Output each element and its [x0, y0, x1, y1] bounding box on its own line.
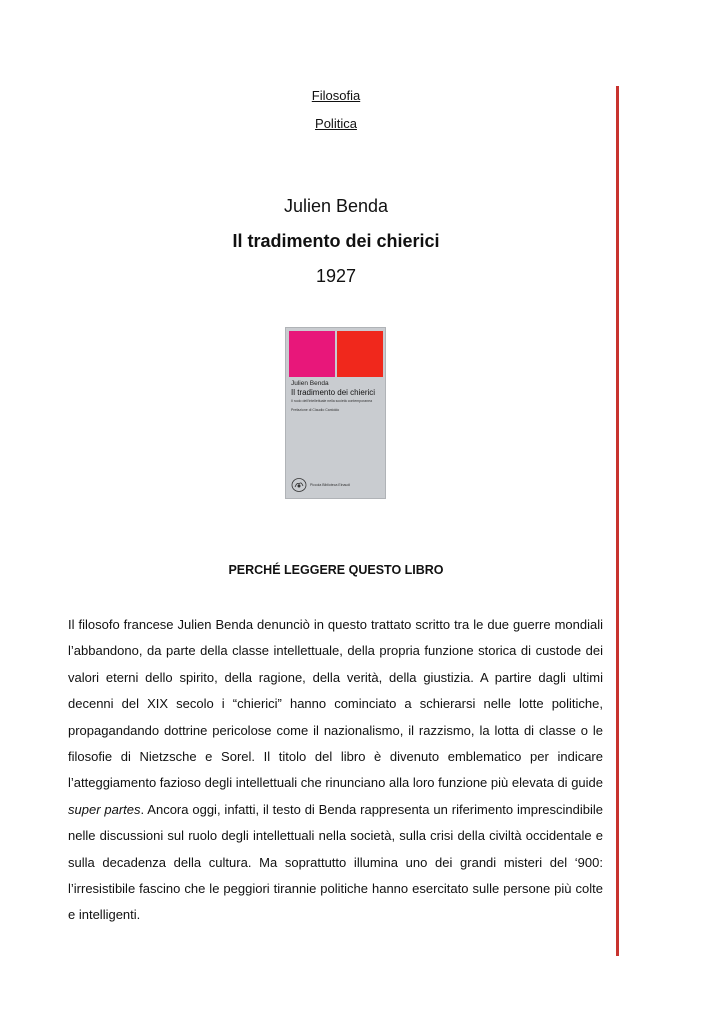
- body-text-part1: Il filosofo francese Julien Benda denunciò in questo trattato scritto tra le due guerre mondiali l’abbandono, da parte della classe intellettuale, della propria funzione storica di custode dei valori eterni dello spirito, della ragione, della verità, della giustizia. A partire dagli ultimi decenni del XIX secolo i “chierici” hanno cominciato a schierarsi nelle lotte politiche, propagandando dottrine pericolose come il nazionalismo, il razzismo, la lotta di classe o le filosofie di Nietzsche e Sorel. Il titolo del libro è divenuto emblematico per indicare l’atteggiamento fazioso degli intellettuali che rinunciano alla loro funzione più elevata di guide: [68, 617, 603, 791]
- cover-title: Il tradimento dei chierici: [291, 388, 376, 397]
- book-title: Il tradimento dei chierici: [232, 231, 440, 251]
- body-paragraph: [68, 612, 603, 929]
- cover-series: Piccola Biblioteca Einaudi: [310, 483, 351, 487]
- cover-subtitle: Il ruolo dell'intellettuale nella società contemporanea: [291, 399, 373, 403]
- book-author: Julien Benda: [283, 196, 389, 216]
- body-emphasis: super partes: [68, 801, 141, 817]
- category-link-politica[interactable]: Politica: [315, 116, 357, 131]
- category-link-filosofia[interactable]: Filosofia: [311, 88, 361, 103]
- section-heading: PERCHÉ LEGGERE QUESTO LIBRO: [228, 563, 444, 577]
- cover-red-square: [337, 331, 383, 377]
- publisher-logo-icon: [291, 477, 307, 493]
- book-year: 1927: [315, 266, 357, 286]
- cover-author: Julien Benda: [291, 380, 329, 387]
- book-cover-image: [285, 327, 386, 499]
- cover-preface: Prefazione di Claudio Cantoldo: [291, 408, 340, 412]
- body-text-part2: . Ancora oggi, infatti, il testo di Benda rappresenta un riferimento imprescindibile nelle discussioni sul ruolo degli intellettuali nella società, sulla crisi della civiltà occidentale e sulla decadenza della cultura. Ma soprattutto illumina uno dei grandi misteri del ‘900: l’irresistibile fascino che le peggiori tirannie politiche hanno esercitato sulle persone più colte e intelligenti.: [68, 801, 603, 923]
- cover-pink-square: [289, 331, 335, 377]
